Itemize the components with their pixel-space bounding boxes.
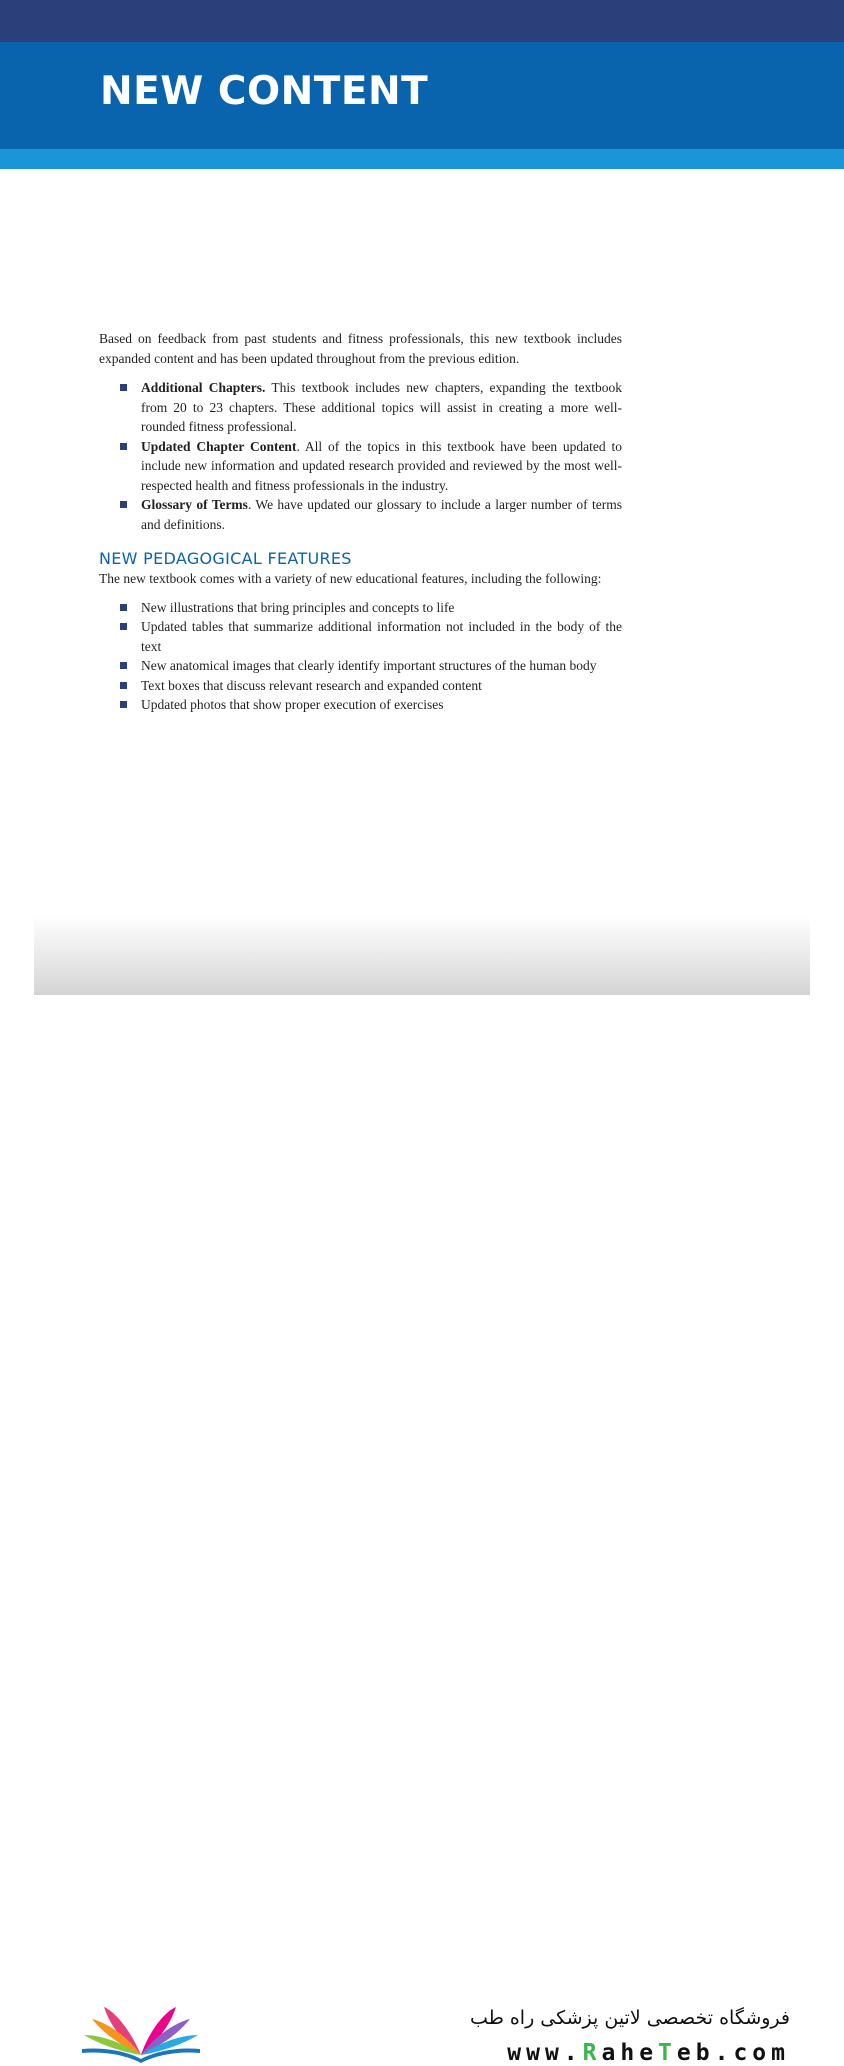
- features-list: [99, 598, 622, 715]
- section-intro: The new textbook comes with a variety of new educational features, including the following:: [99, 571, 602, 586]
- open-book-icon: [78, 2005, 204, 2065]
- item-text: . We have updated our glossary to include a larger number of terms and definitions.: [141, 497, 622, 532]
- store-url[interactable]: [507, 2040, 790, 2066]
- item-lead: Updated Chapter Content: [141, 438, 297, 454]
- url-accent-letter: R: [582, 2040, 602, 2066]
- list-item: [99, 437, 622, 496]
- list-item: [99, 676, 622, 696]
- square-bullet-icon: [120, 682, 127, 689]
- square-bullet-icon: [120, 604, 127, 611]
- url-segment: eb.com: [676, 2040, 790, 2066]
- item-lead: Additional Chapters.: [141, 380, 266, 395]
- square-bullet-icon: [120, 384, 127, 391]
- url-accent-letter: T: [658, 2040, 677, 2066]
- item-text: . All of the topics in this textbook have been updated to include new information and updated research provided and reviewed by the most well-respected health and fitness professionals in the industry.: [141, 438, 623, 493]
- url-segment: www.: [507, 2040, 583, 2066]
- list-item: [99, 378, 622, 437]
- store-name: فروشگاه تخصصی لاتین پزشکی راه طب: [470, 2007, 790, 2029]
- new-content-list: [99, 378, 622, 534]
- feature-text: Updated photos that show proper execution of exercises: [141, 697, 444, 712]
- page-title: NEW CONTENT: [100, 69, 429, 114]
- footer: [0, 995, 844, 2066]
- feature-text: New illustrations that bring principles and concepts to life: [141, 599, 455, 615]
- square-bullet-icon: [120, 501, 127, 508]
- feature-text: New anatomical images that clearly identify important structures of the human body: [141, 658, 597, 673]
- item-lead: Glossary of Terms: [141, 497, 248, 512]
- top-bar: [0, 0, 844, 42]
- item-text: This textbook includes new chapters, expanding the textbook from 20 to 23 chapters. These additional topics will assist in creating a more well-rounded fitness professional.: [141, 380, 622, 434]
- list-item: [99, 617, 622, 656]
- list-item: [99, 695, 622, 715]
- feature-text: Updated tables that summarize additional information not included in the body of the text: [141, 619, 622, 654]
- list-item: [99, 598, 622, 618]
- list-item: [99, 656, 622, 676]
- accent-bar: [0, 149, 844, 169]
- square-bullet-icon: [120, 662, 127, 669]
- square-bullet-icon: [120, 623, 127, 630]
- page-bottom-shadow: [34, 915, 810, 995]
- square-bullet-icon: [120, 701, 127, 708]
- main-content: [99, 329, 622, 715]
- feature-text: Text boxes that discuss relevant research and expanded content: [141, 677, 482, 693]
- intro-paragraph: Based on feedback from past students and fitness professionals, this new textbook includes expanded content and has been updated throughout from the previous edition.: [99, 331, 622, 366]
- url-segment: ahe: [601, 2040, 659, 2066]
- square-bullet-icon: [120, 443, 127, 450]
- list-item: [99, 495, 622, 534]
- section-heading: NEW PEDAGOGICAL FEATURES: [99, 549, 352, 568]
